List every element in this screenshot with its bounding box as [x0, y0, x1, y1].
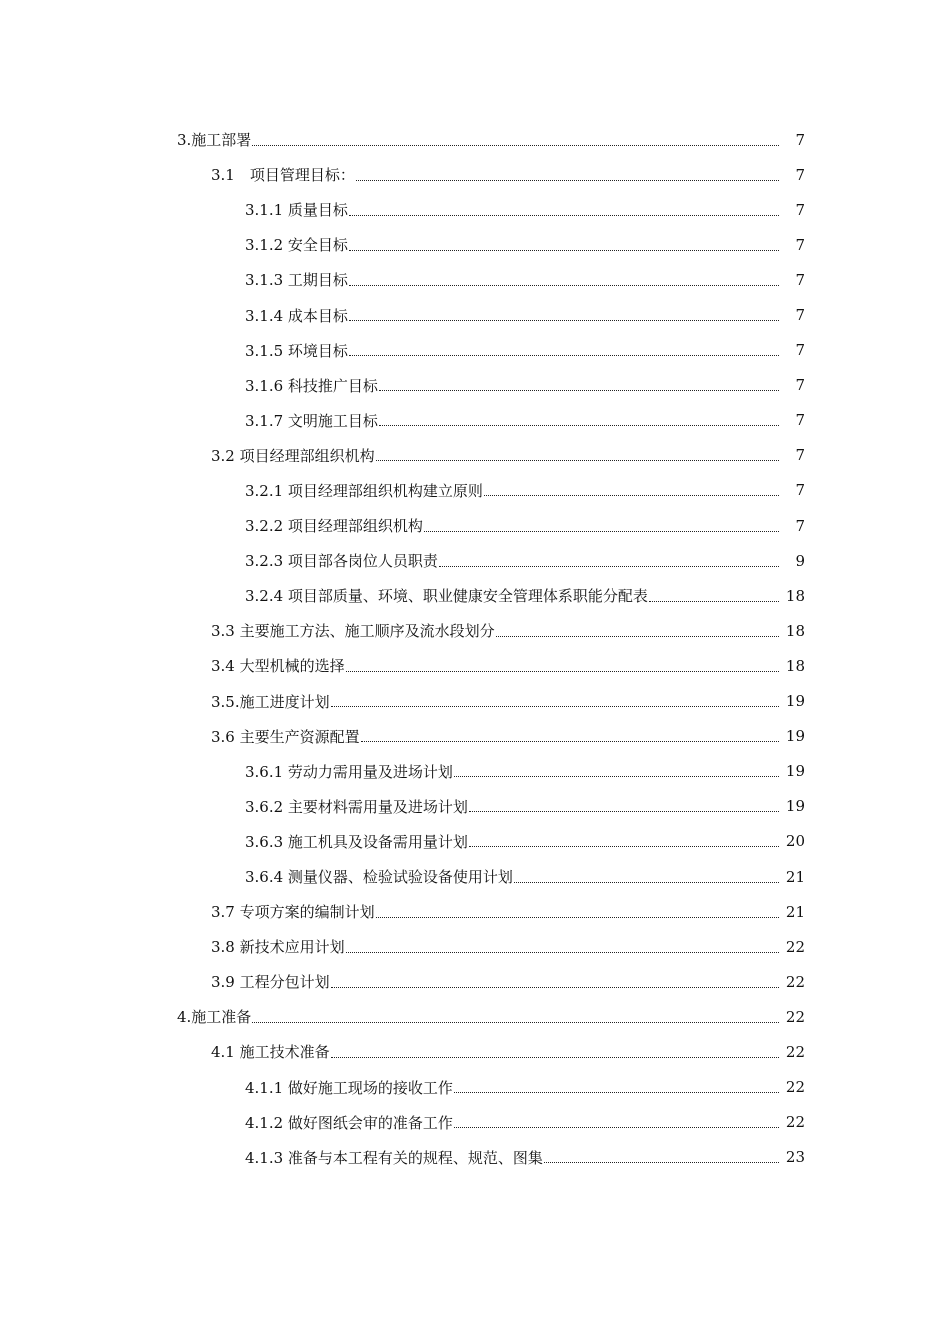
toc-entry[interactable] — [0, 1105, 950, 1140]
toc-dot-leader — [376, 459, 779, 461]
toc-dot-leader — [349, 284, 779, 286]
toc-entry-page-number: 22 — [785, 937, 805, 956]
toc-entry[interactable] — [0, 929, 950, 964]
toc-entry[interactable] — [0, 297, 950, 332]
toc-entry-page-number: 22 — [785, 1042, 805, 1061]
toc-dot-leader — [379, 424, 779, 426]
toc-entry[interactable] — [0, 403, 950, 438]
toc-dot-leader — [331, 705, 779, 707]
toc-entry[interactable] — [0, 157, 950, 192]
toc-entry-title: 3.1 项目管理目标： — [211, 166, 355, 185]
toc-entry-page-number: 19 — [785, 797, 805, 816]
toc-entry[interactable] — [0, 894, 950, 929]
toc-dot-leader — [252, 1021, 779, 1023]
toc-dot-leader — [331, 1056, 779, 1058]
toc-entry-title: 3.4 大型机械的选择 — [211, 657, 345, 676]
table-of-contents — [0, 122, 950, 1175]
toc-dot-leader — [454, 1126, 779, 1128]
toc-entry-title: 3.8 新技术应用计划 — [211, 938, 345, 957]
toc-entry[interactable] — [0, 578, 950, 613]
toc-entry-title: 3.1.5 环境目标 — [245, 341, 348, 360]
toc-entry-title: 3.6.4 测量仪器、检验试验设备使用计划 — [245, 868, 513, 887]
toc-dot-leader — [544, 1161, 779, 1163]
toc-dot-leader — [349, 214, 779, 216]
toc-dot-leader — [346, 951, 779, 953]
toc-entry-page-number: 9 — [795, 551, 805, 570]
toc-entry-page-number: 7 — [795, 376, 805, 395]
toc-entry[interactable] — [0, 192, 950, 227]
toc-entry-page-number: 7 — [795, 446, 805, 465]
toc-entry-title: 3.2.3 项目部各岗位人员职责 — [245, 552, 438, 571]
toc-entry-page-number: 22 — [785, 972, 805, 991]
toc-entry-title: 4.1.3 准备与本工程有关的规程、规范、图集 — [245, 1148, 543, 1167]
toc-dot-leader — [469, 810, 779, 812]
toc-dot-leader — [331, 986, 779, 988]
toc-dot-leader — [346, 670, 779, 672]
toc-entry-page-number: 7 — [795, 200, 805, 219]
toc-entry[interactable] — [0, 789, 950, 824]
toc-entry-title: 3.2 项目经理部组织机构 — [211, 446, 375, 465]
toc-entry-page-number: 22 — [785, 1007, 805, 1026]
toc-entry-page-number: 7 — [795, 130, 805, 149]
toc-entry-title: 3.1.6 科技推广目标 — [245, 376, 378, 395]
toc-entry[interactable] — [0, 859, 950, 894]
toc-entry-page-number: 22 — [785, 1113, 805, 1132]
toc-entry-title: 3.9 工程分包计划 — [211, 973, 330, 992]
toc-entry-page-number: 7 — [795, 341, 805, 360]
toc-entry-page-number: 23 — [785, 1148, 805, 1167]
toc-entry-title: 4.1 施工技术准备 — [211, 1043, 330, 1062]
toc-entry-title: 3.5.施工进度计划 — [211, 692, 330, 711]
toc-dot-leader — [376, 916, 779, 918]
toc-entry-title: 3.7 专项方案的编制计划 — [211, 903, 375, 922]
toc-dot-leader — [484, 494, 779, 496]
toc-entry[interactable] — [0, 122, 950, 157]
toc-entry-page-number: 21 — [785, 867, 805, 886]
toc-entry[interactable] — [0, 964, 950, 999]
toc-entry-page-number: 18 — [785, 621, 805, 640]
toc-entry[interactable] — [0, 824, 950, 859]
toc-entry[interactable] — [0, 368, 950, 403]
toc-entry-page-number: 7 — [795, 270, 805, 289]
toc-entry-page-number: 19 — [785, 727, 805, 746]
toc-entry[interactable] — [0, 1034, 950, 1069]
toc-entry-title: 3.2.1 项目经理部组织机构建立原则 — [245, 481, 483, 500]
toc-entry-page-number: 7 — [795, 306, 805, 325]
toc-dot-leader — [349, 319, 779, 321]
toc-entry-page-number: 18 — [785, 656, 805, 675]
toc-entry-title: 3.3 主要施工方法、施工顺序及流水段划分 — [211, 622, 495, 641]
toc-entry[interactable] — [0, 1070, 950, 1105]
toc-entry-title: 3.1.4 成本目标 — [245, 306, 348, 325]
toc-entry[interactable] — [0, 754, 950, 789]
toc-dot-leader — [649, 600, 779, 602]
toc-entry[interactable] — [0, 227, 950, 262]
toc-entry-title: 3.2.2 项目经理部组织机构 — [245, 517, 423, 536]
toc-entry-page-number: 7 — [795, 235, 805, 254]
toc-dot-leader — [496, 635, 779, 637]
toc-dot-leader — [424, 530, 779, 532]
toc-entry-title: 4.1.2 做好图纸会审的准备工作 — [245, 1113, 453, 1132]
toc-entry-title: 3.施工部署 — [177, 131, 252, 150]
toc-entry-page-number: 22 — [785, 1078, 805, 1097]
toc-entry-page-number: 21 — [785, 902, 805, 921]
toc-entry-title: 3.6.3 施工机具及设备需用量计划 — [245, 832, 468, 851]
toc-entry-page-number: 7 — [795, 411, 805, 430]
toc-entry-page-number: 7 — [795, 481, 805, 500]
toc-dot-leader — [514, 881, 779, 883]
toc-dot-leader — [361, 740, 779, 742]
toc-dot-leader — [379, 389, 779, 391]
toc-entry-title: 3.1.3 工期目标 — [245, 271, 348, 290]
toc-entry-page-number: 20 — [785, 832, 805, 851]
toc-entry-title: 3.2.4 项目部质量、环境、职业健康安全管理体系职能分配表 — [245, 587, 648, 606]
toc-entry-title: 3.6.1 劳动力需用量及进场计划 — [245, 762, 453, 781]
toc-entry[interactable] — [0, 719, 950, 754]
toc-entry[interactable] — [0, 1140, 950, 1175]
toc-entry[interactable] — [0, 508, 950, 543]
toc-entry-title: 3.1.1 质量目标 — [245, 201, 348, 220]
toc-entry[interactable] — [0, 333, 950, 368]
toc-dot-leader — [454, 775, 779, 777]
toc-entry-page-number: 19 — [785, 762, 805, 781]
toc-entry-title: 3.6.2 主要材料需用量及进场计划 — [245, 797, 468, 816]
toc-entry[interactable] — [0, 473, 950, 508]
toc-dot-leader — [454, 1091, 779, 1093]
toc-entry[interactable] — [0, 999, 950, 1034]
toc-dot-leader — [349, 249, 779, 251]
toc-dot-leader — [252, 144, 779, 146]
toc-entry[interactable] — [0, 648, 950, 683]
toc-entry-page-number: 19 — [785, 692, 805, 711]
toc-entry-page-number: 7 — [795, 165, 805, 184]
toc-dot-leader — [349, 354, 779, 356]
toc-entry-title: 4.施工准备 — [177, 1008, 252, 1027]
toc-entry-title: 3.1.7 文明施工目标 — [245, 411, 378, 430]
toc-entry[interactable] — [0, 543, 950, 578]
toc-entry[interactable] — [0, 613, 950, 648]
toc-entry[interactable] — [0, 262, 950, 297]
toc-dot-leader — [356, 179, 779, 181]
toc-entry-title: 4.1.1 做好施工现场的接收工作 — [245, 1078, 453, 1097]
toc-entry-title: 3.6 主要生产资源配置 — [211, 727, 360, 746]
toc-entry-page-number: 18 — [785, 586, 805, 605]
toc-dot-leader — [439, 565, 779, 567]
toc-dot-leader — [469, 845, 779, 847]
toc-entry-title: 3.1.2 安全目标 — [245, 236, 348, 255]
toc-entry[interactable] — [0, 684, 950, 719]
toc-entry[interactable] — [0, 438, 950, 473]
toc-entry-page-number: 7 — [795, 516, 805, 535]
